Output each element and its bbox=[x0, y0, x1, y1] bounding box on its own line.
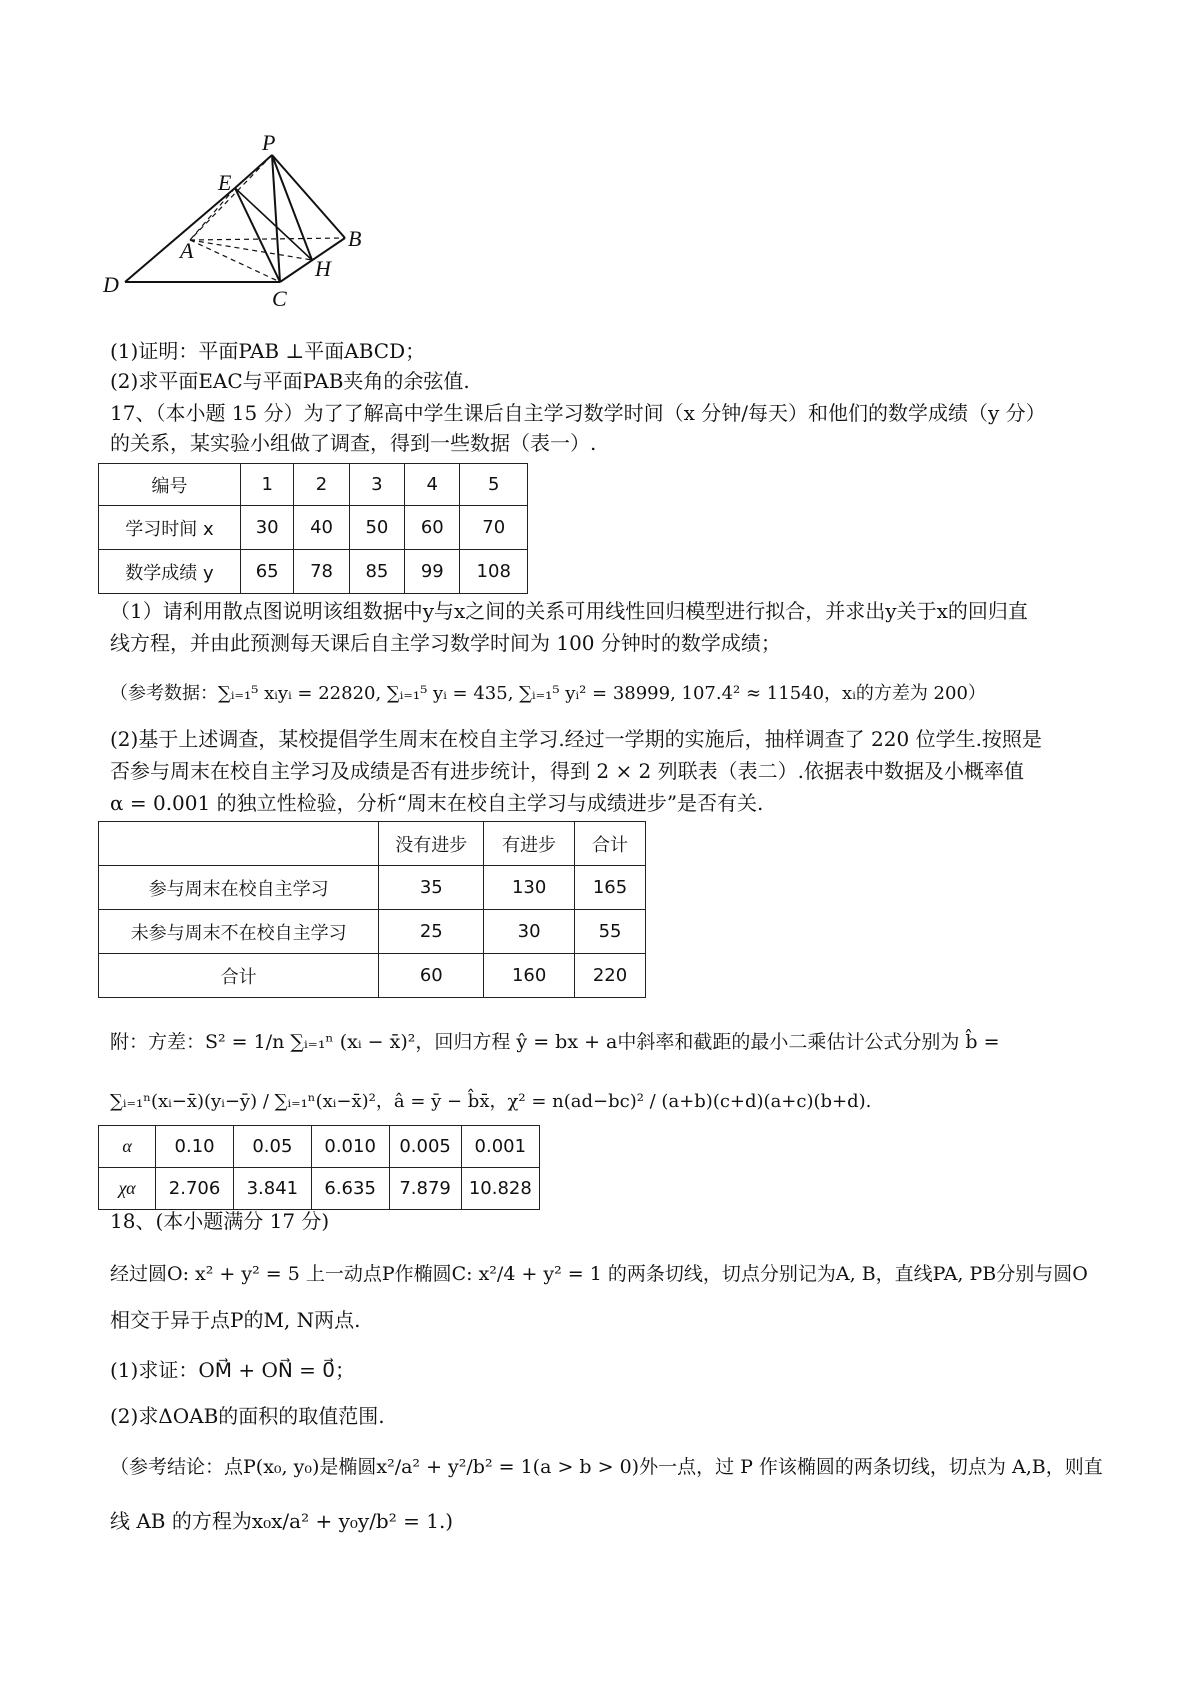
q17-sub1-line2: 线方程，并由此预测每天课后自主学习数学时间为 100 分钟时的数学成绩； bbox=[110, 631, 781, 655]
label-H: H bbox=[315, 256, 331, 281]
q18-part2: (2)求ΔOAB的面积的取值范围. bbox=[110, 1404, 385, 1428]
table2-cell: 220 bbox=[575, 954, 646, 998]
q18-reference-line1: （参考结论：点P(x₀, y₀)是椭圆x²/a² + y²/b² = 1(a > b > 0)外一点，过 P 作该椭圆的两条切线，切点为 A,B，则直 bbox=[110, 1456, 1103, 1478]
edge-EC bbox=[235, 188, 280, 282]
table3-cell: 10.828 bbox=[461, 1168, 539, 1210]
q17-sub2-line3: α = 0.001 的独立性检验，分析“周末在校自主学习与成绩进步”是否有关. bbox=[110, 791, 764, 815]
table1-cell: 2 bbox=[294, 464, 349, 506]
contingency-table-2 bbox=[98, 821, 646, 998]
table2-cell: 合计 bbox=[575, 822, 646, 866]
table1-cell: 99 bbox=[405, 550, 460, 594]
table1-cell: 70 bbox=[460, 506, 528, 550]
table3-cell: 0.005 bbox=[389, 1126, 461, 1168]
table3-cell: 0.001 bbox=[461, 1126, 539, 1168]
table3-cell: 0.010 bbox=[311, 1126, 389, 1168]
table1-cell: 1 bbox=[240, 464, 293, 506]
table2-cell: 35 bbox=[379, 866, 484, 910]
table1-cell: 3 bbox=[349, 464, 404, 506]
table1-cell: 4 bbox=[405, 464, 460, 506]
edge-AB-dashed bbox=[190, 238, 345, 240]
q18-title: 18、(本小题满分 17 分) bbox=[110, 1209, 330, 1233]
table1-cell: 50 bbox=[349, 506, 404, 550]
q17-intro-line1: 17、（本小题 15 分）为了了解高中学生课后自主学习数学时间（x 分钟/每天）和他们的数学成绩（y 分） bbox=[110, 401, 1046, 425]
table2-cell: 合计 bbox=[99, 954, 379, 998]
edge-EP bbox=[235, 155, 272, 188]
table3-cell: χα bbox=[99, 1168, 156, 1210]
chi-square-table-3 bbox=[98, 1125, 540, 1210]
table2-cell: 25 bbox=[379, 910, 484, 954]
table1-cell: 78 bbox=[294, 550, 349, 594]
q18-part1: (1)求证：OM⃗ + ON⃗ = 0⃗； bbox=[110, 1358, 356, 1382]
table3-cell: 6.635 bbox=[311, 1168, 389, 1210]
data-table-1 bbox=[98, 463, 528, 594]
table2-cell: 30 bbox=[484, 910, 575, 954]
table1-cell: 编号 bbox=[99, 464, 241, 506]
label-D: D bbox=[103, 272, 119, 297]
edge-PB bbox=[272, 155, 345, 238]
table3-cell: 0.10 bbox=[156, 1126, 234, 1168]
label-A: A bbox=[180, 238, 194, 263]
table1-cell: 30 bbox=[240, 506, 293, 550]
table1-cell: 数学成绩 y bbox=[99, 550, 241, 594]
edge-EA-dashed bbox=[190, 188, 235, 240]
table1-cell: 85 bbox=[349, 550, 404, 594]
table3-cell: α bbox=[99, 1126, 156, 1168]
table2-cell: 60 bbox=[379, 954, 484, 998]
table3-cell: 3.841 bbox=[233, 1168, 311, 1210]
edge-AC-dashed bbox=[190, 240, 280, 282]
table3-cell: 0.05 bbox=[233, 1126, 311, 1168]
table2-cell bbox=[99, 822, 379, 866]
q17-intro-line2: 的关系，某实验小组做了调查，得到一些数据（表一）. bbox=[110, 431, 597, 455]
table2-cell: 未参与周末不在校自主学习 bbox=[99, 910, 379, 954]
table2-cell: 有进步 bbox=[484, 822, 575, 866]
table1-cell: 60 bbox=[405, 506, 460, 550]
table2-cell: 参与周末在校自主学习 bbox=[99, 866, 379, 910]
edge-PA-dashed bbox=[190, 155, 272, 240]
q17-sub2-line1: (2)基于上述调查，某校提倡学生周末在校自主学习.经过一学期的实施后，抽样调查了 220 位学生.按照是 bbox=[110, 727, 1042, 751]
q16-part1: (1)证明：平面PAB ⊥平面ABCD； bbox=[110, 339, 426, 363]
table1-cell: 5 bbox=[460, 464, 528, 506]
q17-sub2-line2: 否参与周末在校自主学习及成绩是否有进步统计，得到 2 × 2 列联表（表二）.依据表中数据及小概率值 bbox=[110, 759, 1024, 783]
table2-cell: 165 bbox=[575, 866, 646, 910]
table1-cell: 40 bbox=[294, 506, 349, 550]
label-E: E bbox=[218, 170, 232, 195]
table1-cell: 108 bbox=[460, 550, 528, 594]
table2-cell: 160 bbox=[484, 954, 575, 998]
table2-cell: 没有进步 bbox=[379, 822, 484, 866]
edge-DE bbox=[125, 188, 235, 282]
table2-cell: 130 bbox=[484, 866, 575, 910]
table1-cell: 65 bbox=[240, 550, 293, 594]
table2-cell: 55 bbox=[575, 910, 646, 954]
label-P: P bbox=[262, 130, 276, 155]
q18-stem-line1: 经过圆O: x² + y² = 5 上一动点P作椭圆C: x²/4 + y² = 1 的两条切线，切点分别记为A, B，直线PA, PB分别与圆O bbox=[110, 1263, 1088, 1285]
edge-CB bbox=[280, 238, 345, 282]
table3-cell: 7.879 bbox=[389, 1168, 461, 1210]
label-B: B bbox=[348, 226, 362, 251]
label-C: C bbox=[272, 286, 287, 311]
q18-reference-line2: 线 AB 的方程为x₀x/a² + y₀y/b² = 1.) bbox=[110, 1509, 454, 1533]
pyramid-figure bbox=[100, 130, 400, 320]
q17-appendix-line1: 附：方差：S² = 1/n ∑ᵢ₌₁ⁿ (xᵢ − x̄)²，回归方程 ŷ = bx + a中斜率和截距的最小二乘估计公式分别为 b̂ = bbox=[110, 1031, 1000, 1053]
q17-sub1-line1: （1）请利用散点图说明该组数据中y与x之间的关系可用线性回归模型进行拟合，并求出y关于x的回归直 bbox=[110, 599, 1028, 623]
table1-cell: 学习时间 x bbox=[99, 506, 241, 550]
table3-cell: 2.706 bbox=[156, 1168, 234, 1210]
q17-reference-data: （参考数据：∑ᵢ₌₁⁵ xᵢyᵢ = 22820, ∑ᵢ₌₁⁵ yᵢ = 435, ∑ᵢ₌₁⁵ yᵢ² = 38999, 107.4² ≈ 11540，xᵢ的方差为 200） bbox=[110, 683, 986, 704]
q17-appendix-line2: ∑ᵢ₌₁ⁿ(xᵢ−x̄)(yᵢ−ȳ) / ∑ᵢ₌₁ⁿ(xᵢ−x̄)²，â = ȳ − b̂x̄，χ² = n(ad−bc)² / (a+b)(c+d)(a+c)(b+d). bbox=[110, 1091, 872, 1112]
q16-part2: (2)求平面EAC与平面PAB夹角的余弦值. bbox=[110, 369, 470, 393]
q18-stem-line2: 相交于异于点P的M, N两点. bbox=[110, 1308, 361, 1332]
